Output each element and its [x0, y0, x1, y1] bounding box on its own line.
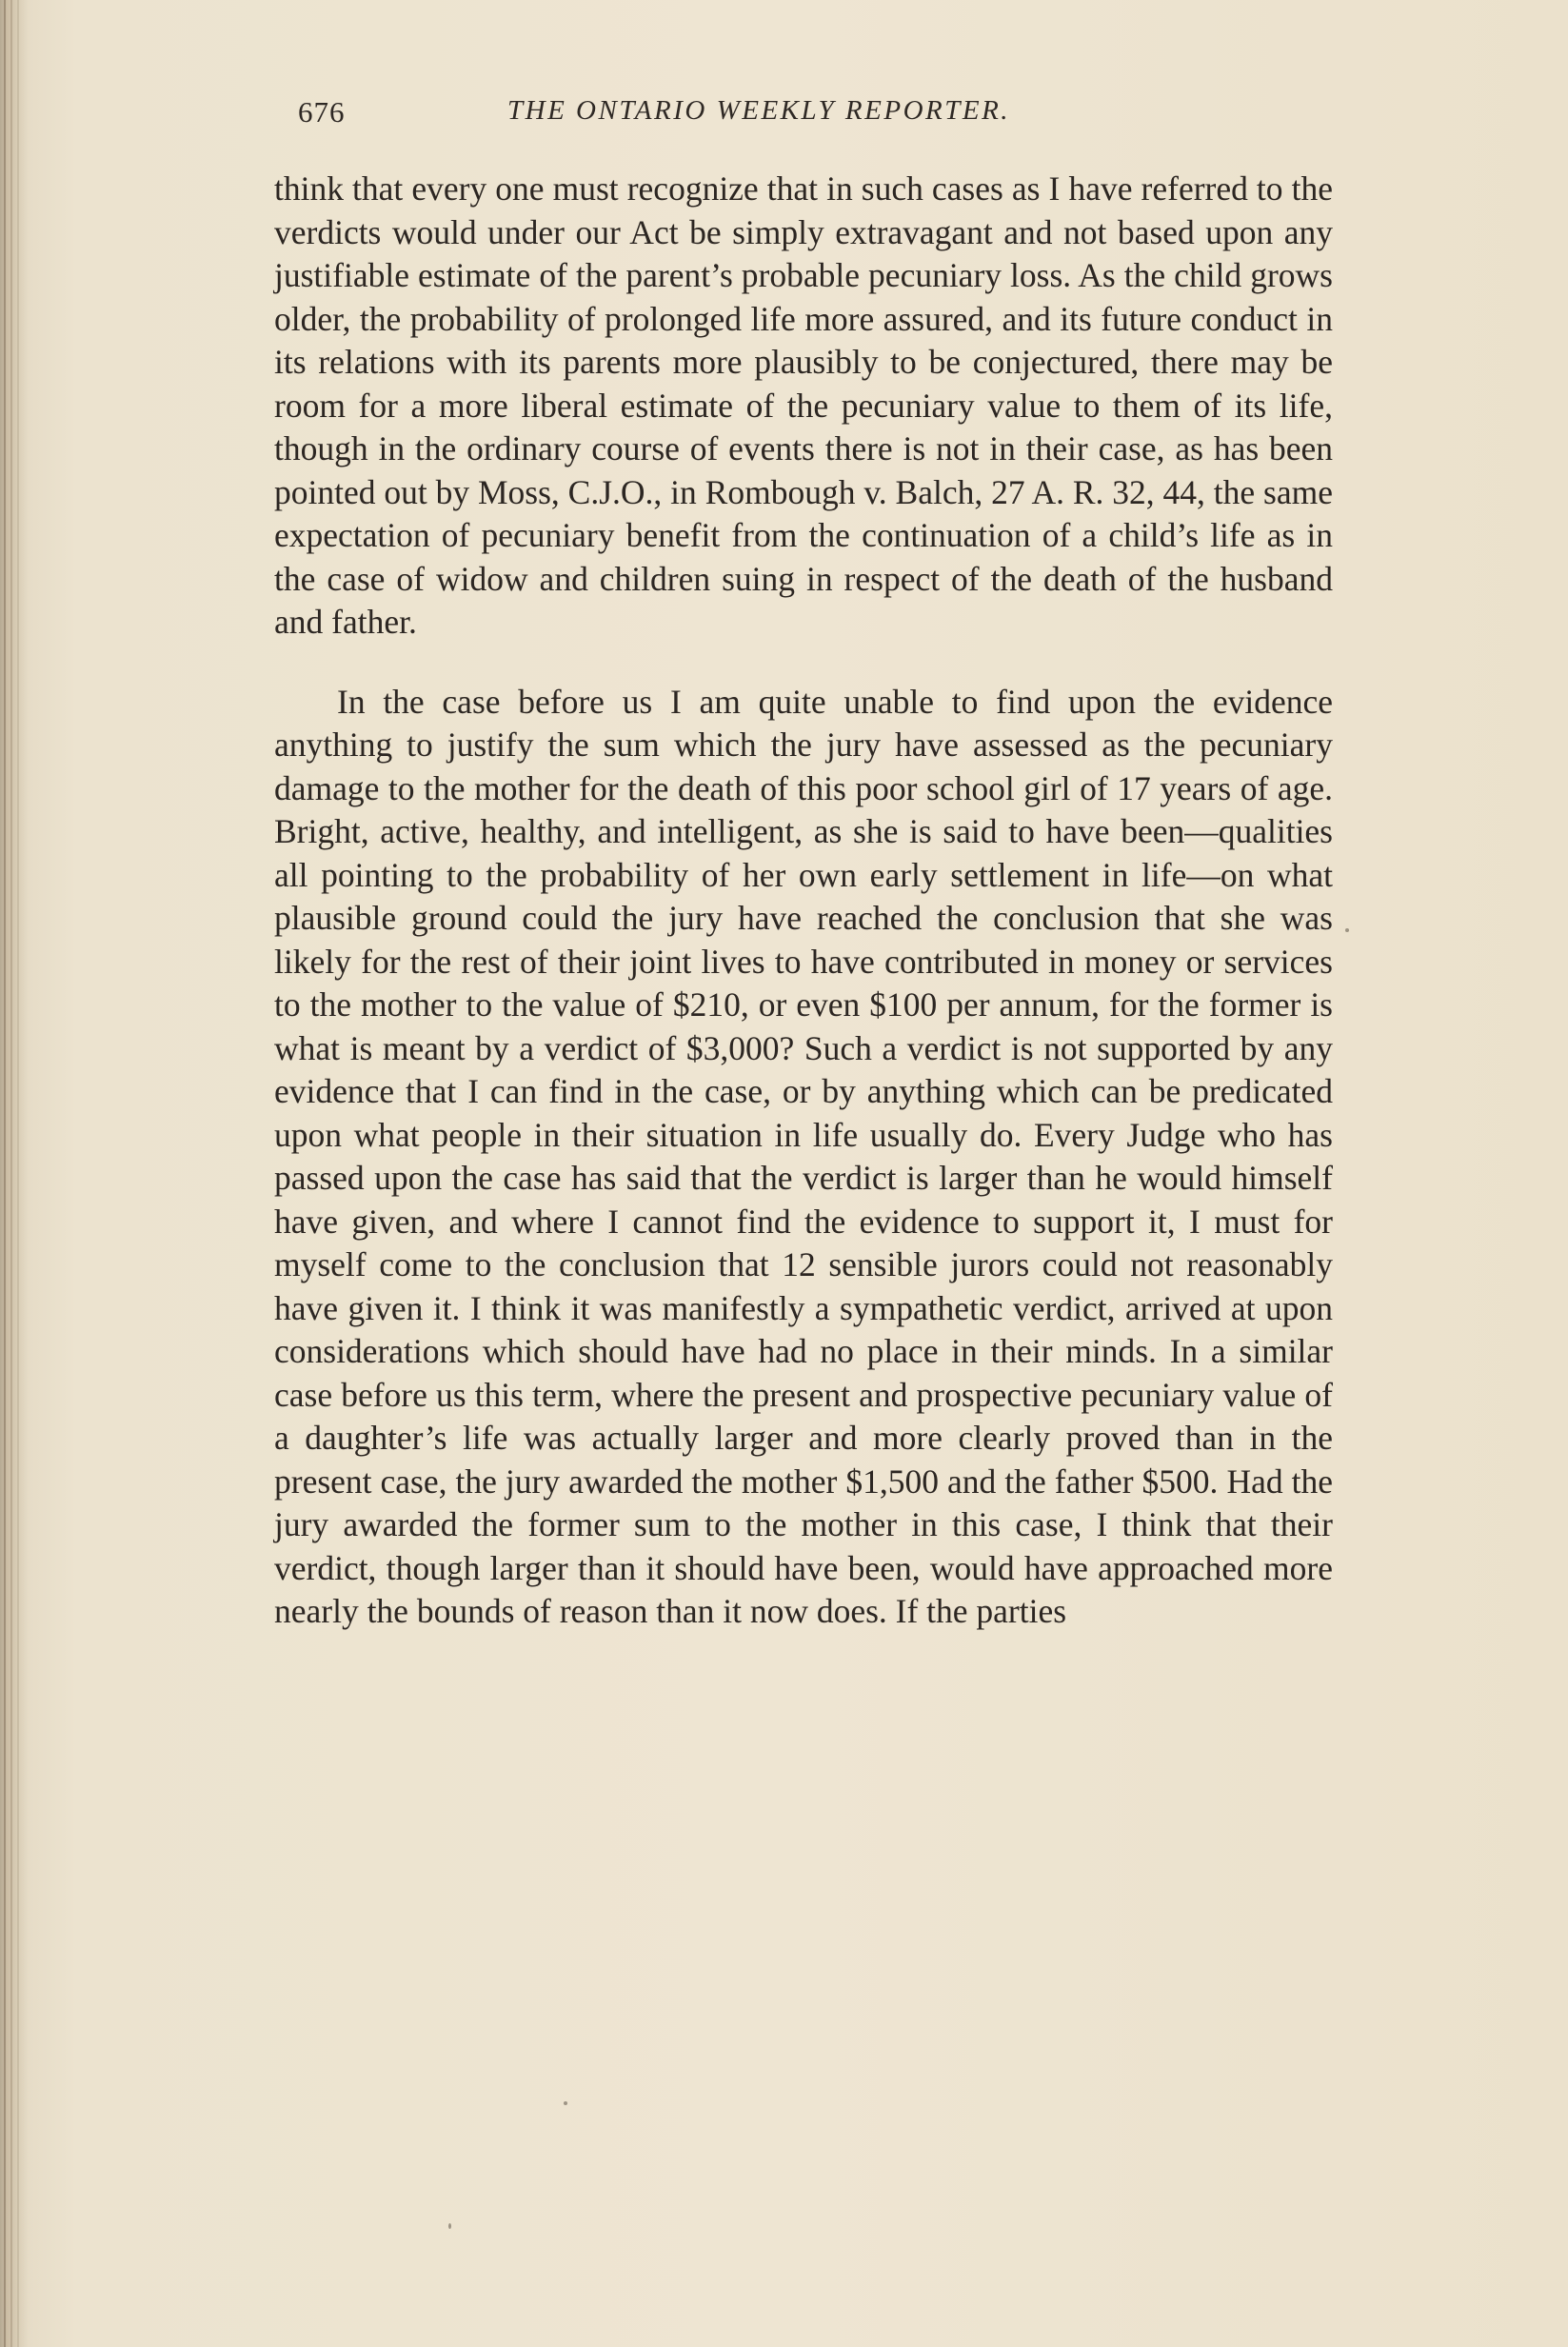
- binding-edge: [4, 0, 6, 2347]
- binding-edge: [17, 0, 19, 2347]
- paper-speck: [1345, 928, 1349, 932]
- paragraph-continued: think that every one must recognize that in such cases as I have referred to the verdicts would under our Act be simply extravagant and not based upon any justifiable estimate of the parent’s probable pecuniary loss. As the child grows older, the probability of prolonged life more assured, and its future conduct in its relations with its parents more plausibly to be conjectured, there may be room for a more liberal estimate of the pecuniary value to them of its life, though in the ordinary course of events there is not in their case, as has been pointed out by Moss, C.J.O., in Rombough v. Balch, 27 A. R. 32, 44, the same expectation of pecuniary benefit from the continuation of a child’s life as in the case of widow and children suing in respect of the death of the husband and father.: [274, 169, 1333, 641]
- page-number: 676: [298, 95, 346, 129]
- running-head: THE ONTARIO WEEKLY REPORTER.: [507, 95, 1011, 126]
- paper-speck: [448, 2223, 451, 2229]
- page-header: [298, 95, 1136, 143]
- paragraph: In the case before us I am quite unable to find upon the evidence anything to justify the sum which the jury have assessed as the pecuniary damage to the mother for the death of this poor school girl of 17 years of age. Bright, active, healthy, and intelligent, as she is said to have been—qualities all pointing to the probability of her own early settlement in life—on what plausible ground could the jury have reached the conclusion that she was likely for the rest of their joint lives to have contributed in money or services to the mother to the value of $210, or even $100 per annum, for the former is what is meant by a verdict of $3,000? Such a verdict is not supported by any evidence that I can find in the case, or by anything which can be predicated upon what people in their situation in life usually do. Every Judge who has passed upon the case has said that the verdict is larger than he would himself have given, and where I cannot find the evidence to support it, I must for myself come to the conclusion that 12 sensible jurors could not reasonably have given it. I think it was manifestly a sympathetic verdict, arrived at upon considerations which should have had no place in their minds. In a similar case before us this term, where the present and prospective pecuniary value of a daughter’s life was actually larger and more clearly proved than in the present case, the jury awarded the mother $1,500 and the father $500. Had the jury awarded the former sum to the mother in this case, I think that their verdict, though larger than it should have been, would have approached more nearly the bounds of reason than it now does. If the parties: [274, 682, 1333, 1630]
- paper-speck: [564, 2101, 567, 2105]
- body-text: [274, 168, 1333, 1634]
- binding-edge: [10, 0, 12, 2347]
